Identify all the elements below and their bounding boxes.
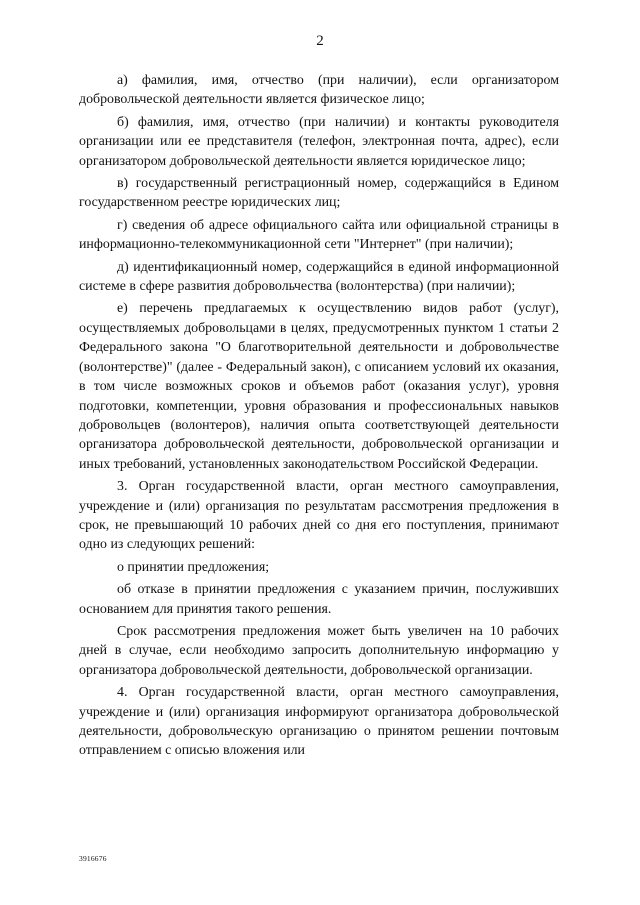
paragraph-3-decision: 3. Орган государственной власти, орган местного самоуправления, учреждение и (или) организация по результатам рассмотрения предложения в срок, не превышающий 10 рабочих дней со дня его поступления, принимают одно из следующих решений: (79, 479, 559, 553)
document-body (79, 71, 559, 761)
paragraph-decision-accept: о принятии предложения; (117, 559, 270, 575)
paragraph-e-identification-number: д) идентификационный номер, содержащийся в единой информационной системе в сфере развития добровольчества (волонтерства) (при наличии); (79, 259, 559, 295)
paragraph-review-extension: Срок рассмотрения предложения может быть увеличен на 10 рабочих дней в случае, если необходимо запросить дополнительную информацию у организатора добровольческой деятельности, добровольческой организации. (79, 623, 559, 678)
paragraph-decision-reject: об отказе в принятии предложения с указанием причин, послуживших основанием для принятия такого решения. (79, 582, 559, 617)
paragraph-c-registration-number: в) государственный регистрационный номер, содержащийся в Едином государственном реестре юридических лиц; (79, 176, 559, 211)
paragraph-a-name-individual: а) фамилия, имя, отчество (при наличии), если организатором добровольческой деятельности является физическое лицо; (79, 73, 559, 108)
document-code: 3916676 (79, 854, 107, 863)
paragraph-d-website: г) сведения об адресе официального сайта или официальной страницы в информационно-телекоммуникационной сети "Интернет" (при наличии); (79, 217, 559, 253)
paragraph-4-notification: 4. Орган государственной власти, орган местного самоуправления, учреждение и (или) организация информируют организатора добровольческой деятельности, добровольческую организацию о принятом решении почтовым отправлением с описью вложения или (79, 685, 559, 759)
paragraph-f-work-list: е) перечень предлагаемых к осуществлению видов работ (услуг), осуществляемых добровольцами в целях, предусмотренных пунктом 1 статьи 2 Федерального закона "О благотворительной деятельности и добровольчестве (волонтерстве)" (далее - Федеральный закон), с описанием условий их оказания, в том числе возможных сроков и объемов работ (оказания услуг), уровня подготовки, компетенции, уровня образования и профессиональных навыков добровольцев (волонтеров), наличия опыта соответствующей деятельности организатора добровольческой деятельности, добровольческой организации и иных требований, установленных законодательством Российской Федерации. (79, 301, 559, 472)
page-number: 2 (316, 33, 324, 49)
paragraph-b-name-legal-entity: б) фамилия, имя, отчество (при наличии) и контакты руководителя организации или ее представителя (телефон, электронная почта, адрес), если организатором добровольческой деятельности является юридическое лицо; (79, 114, 559, 169)
